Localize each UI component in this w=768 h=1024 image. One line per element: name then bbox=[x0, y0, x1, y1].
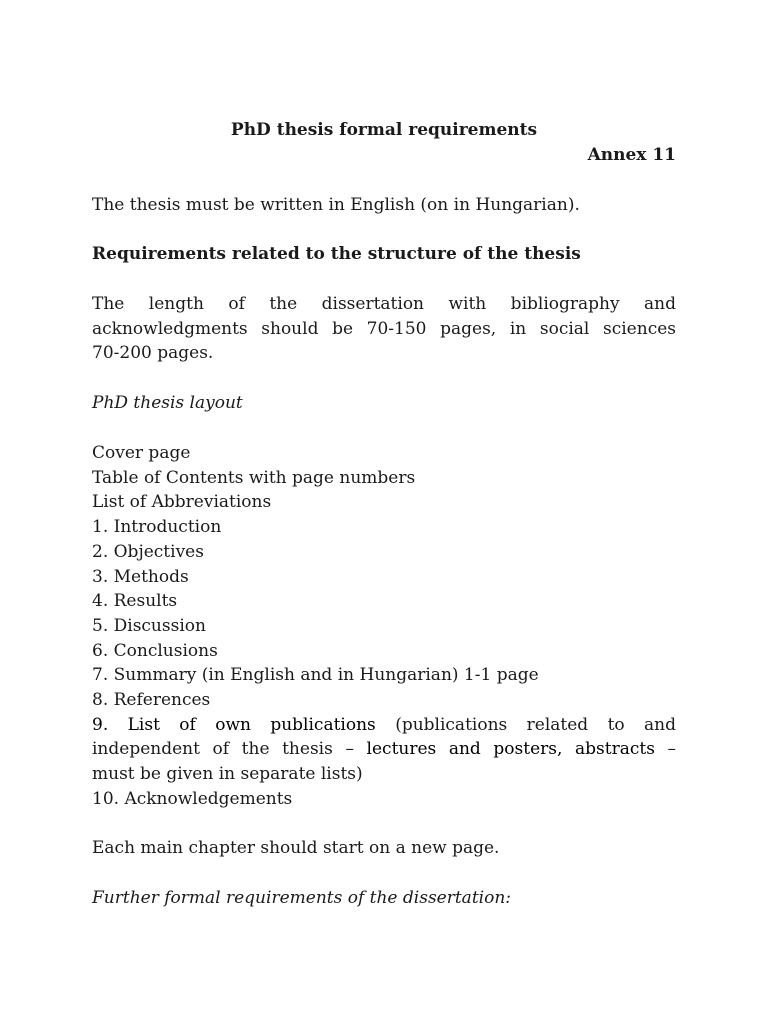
publications-item bbox=[92, 713, 676, 787]
list-item: 4. Results bbox=[92, 591, 178, 612]
list-item: 1. Introduction bbox=[92, 517, 222, 538]
list-item: 3. Methods bbox=[92, 566, 189, 587]
list-item: 6. Conclusions bbox=[92, 640, 218, 661]
list-item: 7. Summary (in English and in Hungarian) 1-1 page bbox=[92, 665, 539, 686]
list-item: 10. Acknowledgements bbox=[92, 788, 293, 809]
length-line: acknowledgments should be 70-150 pages, in social sciences bbox=[92, 318, 676, 339]
list-item: List of Abbreviations bbox=[92, 492, 272, 513]
layout-heading: PhD thesis layout bbox=[92, 393, 243, 413]
annex-label: Annex 11 bbox=[587, 145, 676, 165]
publications-line: must be given in separate lists) bbox=[92, 764, 363, 785]
list-item: Cover page bbox=[92, 443, 191, 463]
length-paragraph bbox=[92, 292, 676, 366]
language-statement: The thesis must be written in English (on in Hungarian). bbox=[92, 195, 580, 215]
length-line: The length of the dissertation with bibliography and bbox=[92, 294, 676, 314]
further-requirements-heading: Further formal requirements of the dissertation: bbox=[92, 887, 511, 908]
length-line: 70-200 pages. bbox=[92, 343, 214, 364]
publications-line: 9. List of own publications (publications related to and bbox=[92, 714, 676, 735]
list-item: 2. Objectives bbox=[92, 541, 204, 562]
list-item: 8. References bbox=[92, 690, 211, 710]
structure-heading: Requirements related to the structure of the thesis bbox=[92, 244, 581, 264]
page-title: PhD thesis formal requirements bbox=[230, 120, 538, 140]
publications-lead: 9. List of own publications bbox=[92, 714, 376, 735]
chapter-statement: Each main chapter should start on a new page. bbox=[92, 838, 500, 858]
publications-line: independent of the thesis – lectures and posters, abstracts – bbox=[92, 739, 677, 760]
list-item: 5. Discussion bbox=[92, 615, 206, 636]
list-item: Table of Contents with page numbers bbox=[92, 467, 416, 488]
